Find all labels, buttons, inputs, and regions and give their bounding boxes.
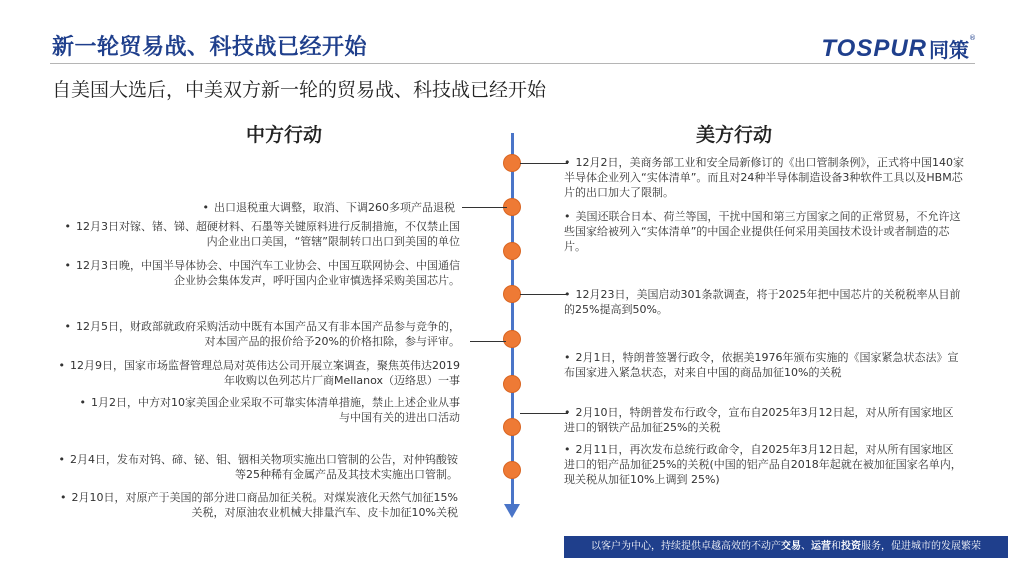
- page-title: 新一轮贸易战、科技战已经开始: [52, 35, 368, 60]
- connector-line: [462, 207, 507, 208]
- connector-line: [520, 413, 568, 414]
- timeline-axis: [511, 133, 514, 511]
- header-divider: [50, 63, 975, 64]
- china-action-item: • 12月3日晚，中国半导体协会、中国汽车工业协会、中国互联网协会、中国通信企业协会集体发声，呼吁国内企业审慎选择采购美国芯片。: [64, 259, 460, 287]
- us-actions-heading: 美方行动: [696, 124, 773, 146]
- us-action-item: • 2月11日，再次发布总统行政命令，自2025年3月12日起，对从所有国家地区进口的铝产品加征25%的关税(中国的铝产品自2018年起就在被加征国家名单内，现关税从加征10%上调到 25%): [564, 443, 962, 486]
- us-action-item: • 美国还联合日本、荷兰等国，干扰中国和第三方国家之间的正常贸易，不允许这些国家给被列入“实体清单”的中国企业提供任何采用美国技术设计或者制造的芯片。: [564, 210, 961, 253]
- us-action-item: • 12月23日，美国启动301条款调查，将于2025年把中国芯片的关税税率从目前的25%提高到50%。: [564, 288, 961, 316]
- connector-line: [520, 163, 568, 164]
- brand-logo-chinese: 同策: [929, 38, 969, 62]
- footer-banner: 以客户为中心，持续提供卓越高效的不动产交易、运营和投资服务，促进城市的发展繁荣: [564, 536, 1008, 558]
- timeline-node: [503, 154, 521, 172]
- china-action-item: • 12月9日，国家市场监督管理总局对英伟达公司开展立案调查，聚焦英伟达2019年收购以色列芯片厂商Mellanox（迈络思）一事: [58, 359, 460, 387]
- us-action-item: • 2月10日，特朗普发布行政令，宣布自2025年3月12日起，对从所有国家地区进口的钢铁产品加征25%的关税: [564, 406, 954, 434]
- timeline-node: [503, 461, 521, 479]
- slide-subtitle: 自美国大选后，中美双方新一轮的贸易战、科技战已经开始: [52, 79, 547, 101]
- connector-line: [470, 341, 506, 342]
- timeline-node: [503, 285, 521, 303]
- timeline-node: [503, 242, 521, 260]
- china-action-item: • 12月3日对镓、锗、锑、超硬材料、石墨等关键原料进行反制措施，不仅禁止国内企业出口美国，“管辖”限制转口出口到美国的单位: [64, 220, 460, 248]
- timeline-node: [503, 375, 521, 393]
- connector-line: [520, 294, 568, 295]
- timeline-node: [503, 418, 521, 436]
- us-action-item: • 2月1日，特朗普签署行政令，依据美1976年颁布实施的《国家紧急状态法》宣布国家进入紧急状态，对来自中国的商品加征10%的关税: [564, 351, 959, 379]
- china-action-item: • 12月5日，财政部就政府采购活动中既有本国产品又有非本国产品参与竞争的，对本国产品的报价给予20%的价格扣除，参与评审。: [64, 320, 460, 348]
- brand-logo: [821, 34, 976, 63]
- china-action-item: • 2月4日，发布对钨、碲、铋、钼、铟相关物项实施出口管制的公告，对仲钨酸铵等25种稀有金属产品及其技术实施出口管制。: [58, 453, 458, 481]
- timeline-node: [503, 330, 521, 348]
- china-action-item: • 出口退税重大调整，取消、下调260多项产品退税: [202, 201, 455, 214]
- china-action-item: • 2月10日，对原产于美国的部分进口商品加征关税。对煤炭液化天然气加征15%关税，对原油农业机械大排量汽车、皮卡加征10%关税: [60, 491, 458, 519]
- us-action-item: • 12月2日，美商务部工业和安全局新修订的《出口管制条例》，正式将中国140家半导体企业列入“实体清单”。而且对24种半导体制造设备3种软件工具以及HBM芯片的出口加大了限制。: [564, 156, 964, 199]
- brand-logo-latin: TOSPUR: [821, 34, 927, 62]
- china-action-item: • 1月2日，中方对10家美国企业采取不可靠实体清单措施，禁止上述企业从事与中国有关的进出口活动: [79, 396, 460, 424]
- china-actions-heading: 中方行动: [246, 124, 323, 146]
- registered-mark: ®: [969, 34, 976, 42]
- timeline-arrow-icon: [504, 504, 520, 518]
